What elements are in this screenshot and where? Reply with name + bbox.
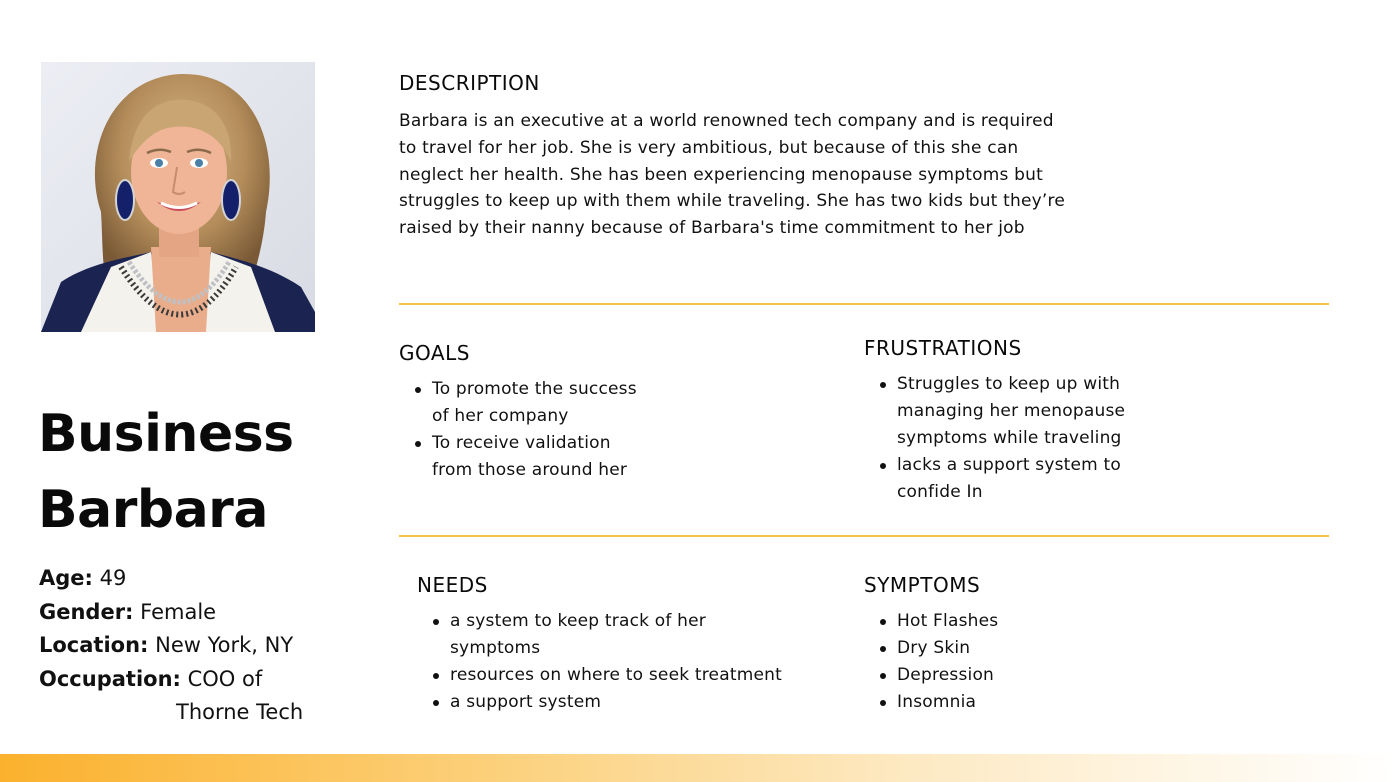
list-item: Depression [880,662,998,689]
goals-title: GOALS [399,341,470,365]
list-item-line: To promote the success [432,379,637,399]
list-item-line: To receive validation [432,433,611,453]
occupation-value-line2: Thorne Tech [176,700,304,724]
persona-photo [41,62,315,332]
list-item: Insomnia [880,689,998,716]
list-item [415,430,637,484]
divider-bottom [399,535,1329,537]
persona-name [38,396,294,548]
location-label: Location: [39,633,149,657]
description-line: Barbara is an executive at a world renowned tech company and is required [399,111,1054,131]
goals-list [415,376,637,484]
list-item-line: lacks a support system to [897,455,1122,475]
gender-label: Gender: [39,599,134,624]
symptoms-list [880,608,998,716]
persona-name-line1: Business [38,404,294,464]
needs-list [433,608,782,716]
list-item [880,371,1125,452]
list-item-line: Struggles to keep up with [897,374,1121,394]
list-item: Hot Flashes [880,608,998,635]
gender-value: Female [140,599,217,624]
bottom-gradient-bar [0,754,1394,782]
list-item-line: a system to keep track of her [450,611,706,631]
persona-facts [39,562,303,730]
list-item-line: symptoms while traveling [897,428,1122,448]
gender-row [39,596,303,630]
occupation-label: Occupation: [39,666,181,691]
list-item-line: managing her menopause [897,401,1126,421]
location-value: New York, NY [155,633,294,657]
list-item [880,452,1125,506]
description-line: raised by their nanny because of Barbara's time commitment to her job [399,218,1025,239]
list-item-line: symptoms [450,638,541,658]
list-item-line: a support system [450,692,602,712]
list-item-line: confide In [897,482,983,502]
occupation-row [39,663,303,697]
list-item [433,608,782,662]
description-line: to travel for her job. She is very ambitious, but because of this she can [399,137,1019,158]
age-value: 49 [99,566,127,590]
list-item: Dry Skin [880,635,998,662]
divider-top [399,303,1329,305]
location-row [39,629,303,663]
list-item [433,662,782,689]
persona-name-line2: Barbara [38,480,268,540]
frustrations-title: FRUSTRATIONS [864,336,1022,360]
age-row [39,562,303,596]
list-item-line: resources on where to seek treatment [450,665,782,685]
description-line: struggles to keep up with them while traveling. She has two kids but they’re [399,191,1065,212]
description-text [399,108,1079,242]
list-item [415,376,637,430]
description-title: DESCRIPTION [399,71,540,95]
list-item-line: from those around her [432,460,628,480]
description-line: neglect her health. She has been experiencing menopause symptoms but [399,164,1043,185]
symptoms-title: SYMPTOMS [864,573,981,597]
occupation-value-line1: COO of [187,666,263,691]
list-item-line: of her company [432,406,569,426]
list-item [433,689,782,716]
age-label: Age: [39,566,93,590]
frustrations-list [880,371,1125,506]
needs-title: NEEDS [417,573,488,597]
